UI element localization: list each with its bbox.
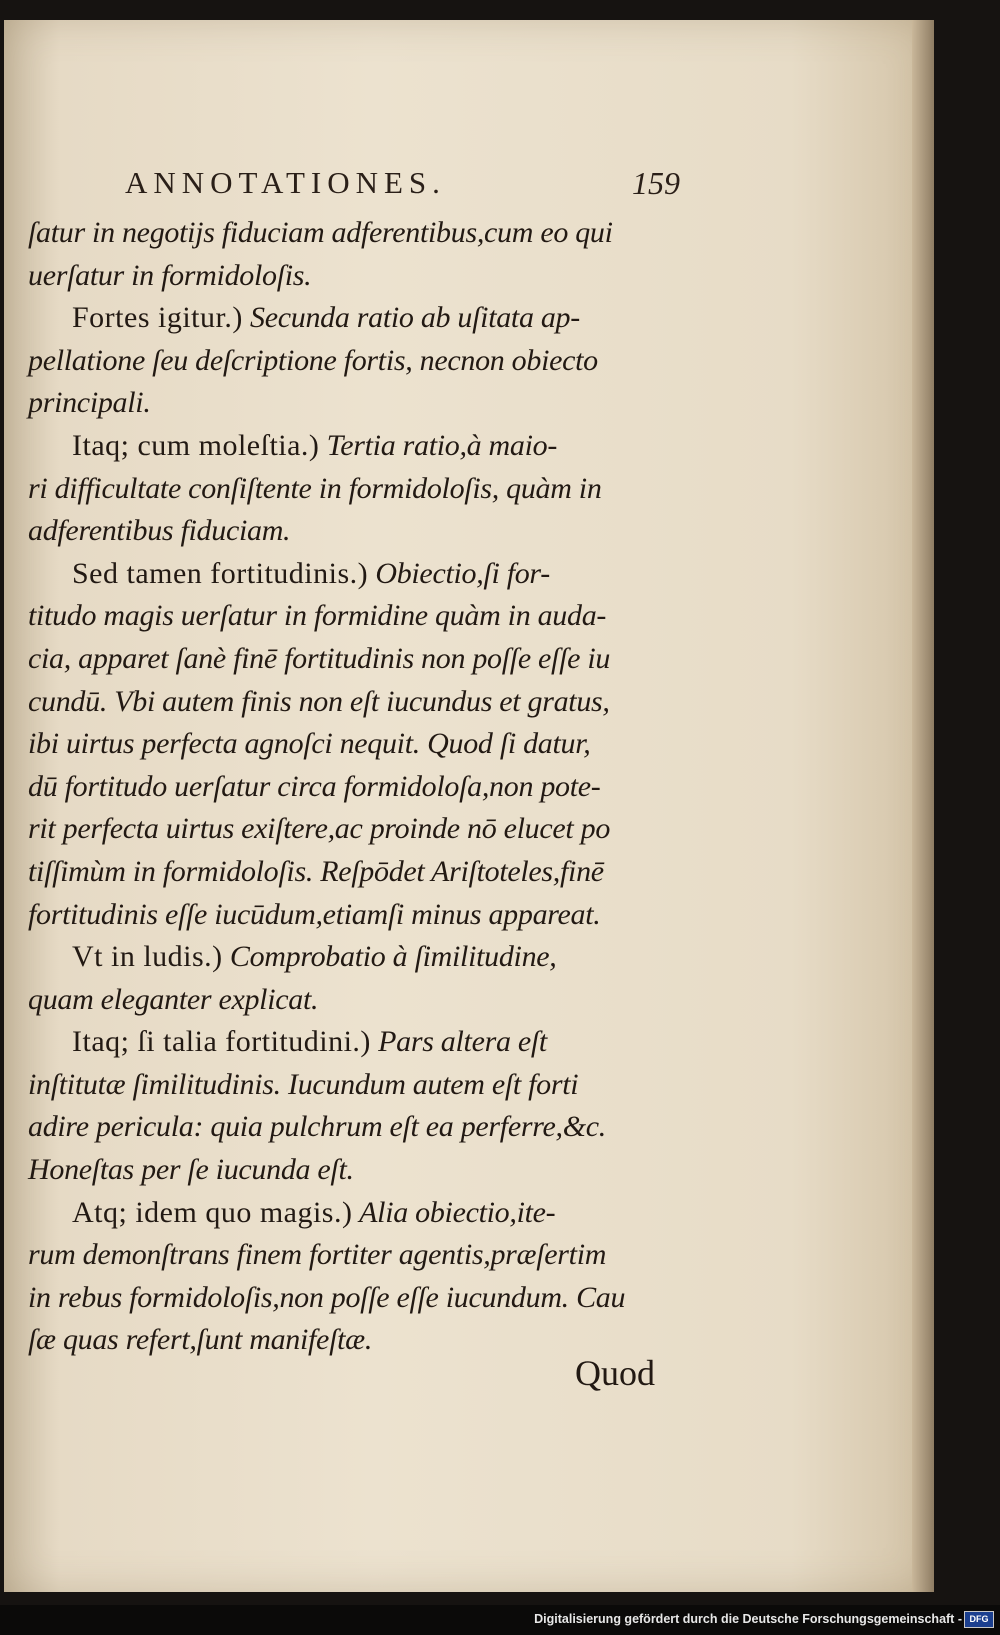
line-text: Secunda ratio ab uſitata ap- <box>242 301 580 335</box>
text-line <box>28 255 688 298</box>
text-line <box>28 851 688 894</box>
lemma: Vt in ludis.) <box>72 940 223 974</box>
text-line <box>28 297 688 340</box>
lemma: Itaq; cum moleſtia.) <box>72 428 320 462</box>
footer-bar <box>0 1605 1000 1635</box>
line-text: adire pericula: quia pulchrum eſt ea perferre,&c. <box>28 1110 606 1144</box>
lemma: Itaq; ſi talia fortitudini.) <box>72 1025 371 1059</box>
line-text: principali. <box>28 386 151 420</box>
page-number: 159 <box>632 165 680 201</box>
text-line <box>28 766 688 809</box>
text-line <box>28 595 688 638</box>
catchword: Quod <box>575 1353 655 1393</box>
line-text: ſatur in negotijs fiduciam adferentibus,cum eo qui <box>28 216 613 249</box>
text-line <box>28 1064 688 1107</box>
text-line <box>28 1106 688 1149</box>
line-text: Pars altera eſt <box>370 1025 547 1059</box>
line-text: Comprobatio à ſimilitudine, <box>222 940 557 974</box>
line-text: fortitudinis eſſe iucūdum,etiamſi minus appareat. <box>28 897 601 931</box>
text-line <box>28 382 688 425</box>
text-line <box>28 212 688 255</box>
lemma: Fortes igitur.) <box>72 301 243 335</box>
text-line <box>28 468 688 511</box>
text-line <box>28 1149 688 1192</box>
line-text: Alia obiectio,ite- <box>352 1195 556 1229</box>
lemma: Sed tamen fortitudinis.) <box>72 556 369 590</box>
line-text: uerſatur in formidoloſis. <box>28 258 312 292</box>
line-text: titudo magis uerſatur in formidine quàm in auda- <box>28 599 607 633</box>
line-text: in rebus formidoloſis,non poſſe eſſe iucundum. Cau <box>28 1280 626 1314</box>
line-text: cia, apparet ſanè finē fortitudinis non poſſe eſſe iu <box>28 641 611 675</box>
text-line <box>28 340 688 383</box>
line-text: inſtitutæ ſimilitudinis. Iucundum autem eſt forti <box>28 1067 579 1101</box>
body-text <box>28 212 688 1362</box>
line-text: adferentibus fiduciam. <box>28 514 291 548</box>
text-line <box>28 1021 688 1064</box>
text-line <box>28 979 688 1022</box>
line-text: dū fortitudo uerſatur circa formidoloſa,non pote- <box>28 769 601 803</box>
line-text: quam eleganter explicat. <box>28 982 319 1016</box>
text-line <box>28 936 688 979</box>
line-text: Obiectio,ſi for- <box>368 556 550 590</box>
text-line <box>28 425 688 468</box>
line-text: ibi uirtus perfecta agnoſci nequit. Quod ſi datur, <box>28 727 591 761</box>
text-line <box>28 1234 688 1277</box>
line-text: rum demonſtrans finem fortiter agentis,præſertim <box>28 1238 607 1272</box>
text-line <box>28 723 688 766</box>
text-line <box>28 808 688 851</box>
text-line <box>28 510 688 553</box>
text-line <box>28 1277 688 1320</box>
dfg-logo: DFG <box>964 1611 994 1628</box>
page-edge <box>912 20 934 1592</box>
line-text: ſæ quas refert,ſunt manifeſtæ. <box>28 1323 373 1357</box>
text-line <box>28 1192 688 1235</box>
line-text: Honeſtas per ſe iucunda eſt. <box>28 1153 354 1187</box>
line-text: tiſſimùm in formidoloſis. Reſpōdet Ariſtoteles,finē <box>28 854 604 888</box>
line-text: pellatione ſeu deſcriptione fortis, necnon obiecto <box>28 343 598 377</box>
text-line <box>28 681 688 724</box>
running-title: ANNOTATIONES. <box>125 165 446 200</box>
line-text: cundū. Vbi autem finis non eſt iucundus et gratus, <box>28 684 610 718</box>
text-line <box>28 894 688 937</box>
text-line <box>28 638 688 681</box>
text-line <box>28 553 688 596</box>
line-text: Tertia ratio,à maio- <box>319 428 558 462</box>
line-text: ri difficultate conſiſtente in formidoloſis, quàm in <box>28 471 602 505</box>
line-text: rit perfecta uirtus exiſtere,ac proinde nō elucet po <box>28 812 611 846</box>
funding-credit: Digitalisierung gefördert durch die Deutsche Forschungsgemeinschaft - <box>534 1612 962 1626</box>
page-header <box>120 165 690 205</box>
lemma: Atq; idem quo magis.) <box>72 1195 353 1229</box>
